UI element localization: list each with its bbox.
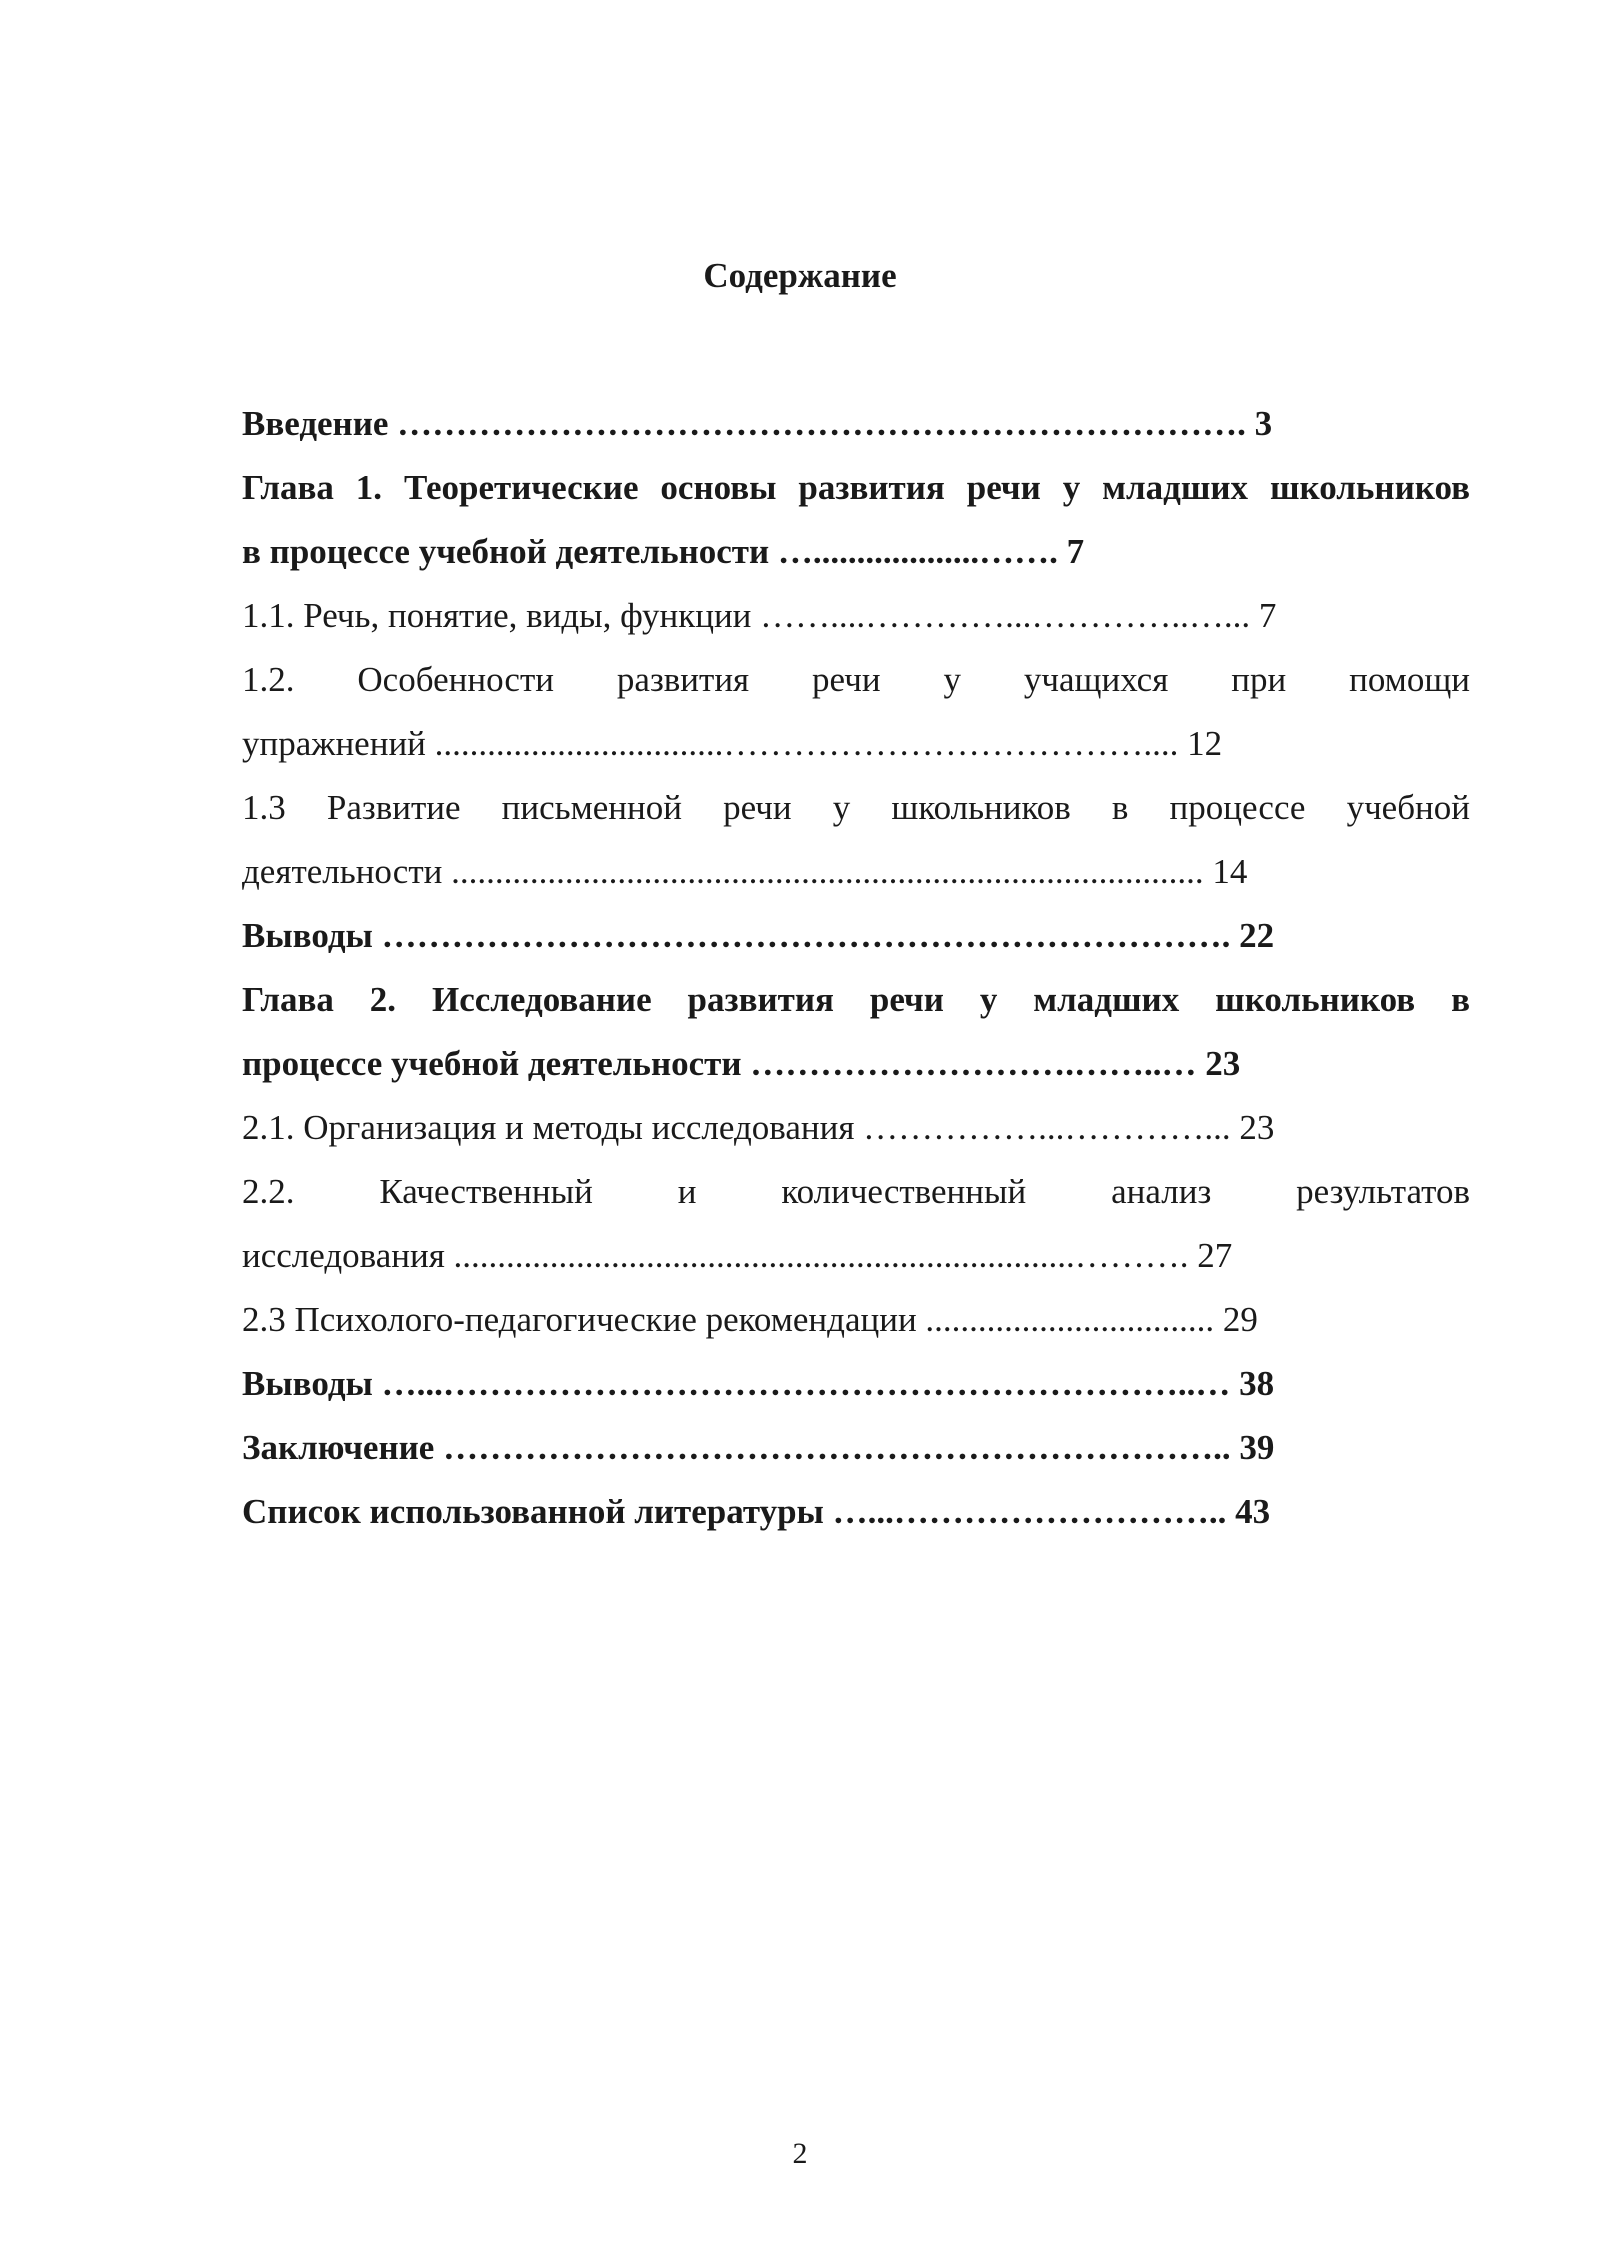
toc-entry-label: Список использованной литературы …...……………………….. 43 (242, 1492, 1271, 1531)
toc-entry-conclusion[interactable] (242, 1416, 1470, 1480)
toc-entry-section-2-2[interactable] (242, 1160, 1470, 1288)
toc-entry-chapter-1[interactable] (242, 456, 1470, 584)
toc-entry-label (242, 648, 1470, 776)
toc-entry-line: процессе учебной деятельности ……………………….……..… 23 (242, 1044, 1241, 1083)
toc-entry-chapter-2[interactable] (242, 968, 1470, 1096)
toc-entry-label: 2.1. Организация и методы исследования ……………...…………... 23 (242, 1108, 1275, 1147)
toc-entry-conclusions-2[interactable] (242, 1352, 1470, 1416)
toc-entry-line: упражнений .................................……………………………….... 12 (242, 724, 1223, 763)
toc-entry-label: Заключение ………………………………………………………….. 39 (242, 1428, 1275, 1467)
toc-entry-conclusions-1[interactable] (242, 904, 1470, 968)
page-number: 2 (792, 2137, 808, 2170)
toc-entry-section-1-3[interactable] (242, 776, 1470, 904)
toc-entry-label: 1.1. Речь, понятие, виды, функции ……....…………...…………..…... 7 (242, 596, 1277, 635)
toc-entry-section-2-1[interactable] (242, 1096, 1470, 1160)
toc-entry-label: Выводы …...………………………………………………………..… 38 (242, 1364, 1275, 1403)
toc-entry-bibliography[interactable] (242, 1480, 1470, 1544)
toc-entry-line: Глава 1. Теоретические основы развития речи у младших школьников (242, 468, 1470, 507)
toc-title: Содержание (703, 256, 897, 295)
toc-entry-label: Выводы ………………………………………………………………. 22 (242, 916, 1275, 955)
toc-entry-line: исследования .......................................................................………. 27 (242, 1236, 1233, 1275)
toc-entry-line: деятельности ...................................................................................... 14 (242, 852, 1248, 891)
toc-entry-line: в процессе учебной деятельности …...................……. 7 (242, 532, 1085, 571)
toc-entry-label (242, 776, 1470, 904)
table-of-contents (242, 392, 1470, 1544)
toc-entry-line: 2.2. Качественный и количественный анализ результатов (242, 1172, 1470, 1211)
toc-entry-label (242, 968, 1470, 1096)
toc-entry-section-1-2[interactable] (242, 648, 1470, 776)
toc-entry-line: Глава 2. Исследование развития речи у младших школьников в (242, 980, 1470, 1019)
toc-entry-label (242, 456, 1470, 584)
toc-entry-introduction[interactable] (242, 392, 1470, 456)
toc-entry-line: 1.3 Развитие письменной речи у школьников в процессе учебной (242, 788, 1470, 827)
toc-entry-section-1-1[interactable] (242, 584, 1470, 648)
toc-entry-line: 1.2. Особенности развития речи у учащихся при помощи (242, 660, 1470, 699)
toc-entry-label: Введение ………………………………………………………………. 3 (242, 404, 1273, 443)
toc-entry-label (242, 1160, 1470, 1288)
toc-entry-section-2-3[interactable] (242, 1288, 1470, 1352)
toc-entry-label: 2.3 Психолого-педагогические рекомендации ................................. 29 (242, 1300, 1258, 1339)
